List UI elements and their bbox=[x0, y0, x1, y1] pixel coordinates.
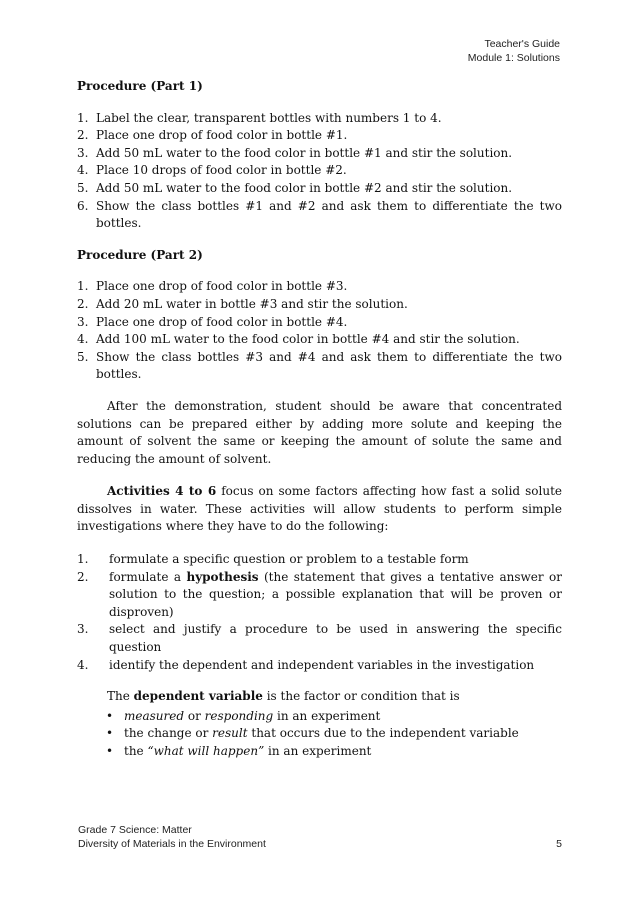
demonstration-paragraph: After the demonstration, student should be aware that concentrated solutions can be prepared either by adding more solute and keeping the amount of solvent the same or keeping the amount of solute the same and reducing the amount of solvent. bbox=[77, 398, 562, 466]
item-number: 1. bbox=[77, 552, 89, 567]
step-number: 4. bbox=[77, 332, 89, 347]
step-text: Place one drop of food color in bottle #3. bbox=[96, 279, 348, 294]
step-text: Add 20 mL water in bottle #3 and stir the solution. bbox=[96, 296, 408, 311]
header-guide-title: Teacher's Guide bbox=[484, 38, 560, 50]
hypothesis-term: hypothesis bbox=[186, 569, 259, 584]
step-text: Show the class bottles #1 and #2 and ask them to differentiate the two bottles. bbox=[96, 198, 562, 231]
item-text: formulate a specific question or problem to a testable form bbox=[109, 552, 469, 567]
bullet-text: that occurs due to the independent variable bbox=[247, 726, 519, 741]
procedure-step bbox=[77, 278, 562, 296]
skills-list bbox=[77, 551, 562, 674]
skills-list-item bbox=[77, 657, 562, 675]
activities-text: focus on some factors affecting how fast a solid solute dissolves in water. These activities will allow students to perform simple investigations where they have to do the following: bbox=[77, 484, 562, 534]
bullet-icon: • bbox=[106, 744, 114, 758]
page-footer bbox=[78, 823, 562, 851]
procedure-part2-heading: Procedure (Part 2) bbox=[77, 247, 203, 262]
procedure-step bbox=[77, 296, 562, 314]
italic-term: measured bbox=[124, 708, 185, 723]
procedure-step bbox=[77, 198, 562, 233]
definition-text: The bbox=[107, 689, 134, 704]
item-number: 2. bbox=[77, 569, 89, 584]
step-number: 2. bbox=[77, 128, 89, 143]
procedure-step bbox=[77, 331, 562, 349]
item-number: 3. bbox=[77, 622, 89, 637]
step-text: Add 100 mL water to the food color in bottle #4 and stir the solution. bbox=[96, 332, 520, 347]
step-number: 3. bbox=[77, 145, 89, 160]
step-number: 1. bbox=[77, 110, 89, 125]
dependent-variable-bullets bbox=[77, 708, 562, 761]
step-text: Place one drop of food color in bottle #1. bbox=[96, 128, 348, 143]
bullet-text: or bbox=[184, 708, 205, 723]
bullet-text: in an experiment bbox=[264, 744, 372, 758]
bullet-item bbox=[106, 725, 562, 743]
footer-grade-subject: Grade 7 Science: Matter bbox=[78, 824, 192, 836]
step-text: Show the class bottles #3 and #4 and ask them to differentiate the two bottles. bbox=[96, 349, 562, 382]
dependent-variable-term: dependent variable bbox=[133, 689, 263, 704]
italic-term: result bbox=[212, 726, 248, 741]
item-text: select and justify a procedure to be used in answering the specific question bbox=[109, 622, 562, 655]
skills-list-item bbox=[77, 551, 562, 569]
footer-unit-title: Diversity of Materials in the Environment bbox=[78, 838, 266, 850]
activities-paragraph bbox=[77, 483, 562, 536]
step-number: 3. bbox=[77, 314, 89, 329]
step-number: 1. bbox=[77, 279, 89, 294]
procedure-step bbox=[77, 314, 562, 332]
procedure-step bbox=[77, 349, 562, 384]
procedure-step bbox=[77, 145, 562, 163]
step-text: Add 50 mL water to the food color in bottle #2 and stir the solution. bbox=[96, 180, 513, 195]
procedure-part1-heading: Procedure (Part 1) bbox=[77, 79, 203, 93]
bullet-text: in an experiment bbox=[273, 708, 381, 723]
skills-list-item bbox=[77, 621, 562, 656]
item-text: identify the dependent and independent variables in the investigation bbox=[109, 657, 535, 672]
step-text: Place one drop of food color in bottle #4. bbox=[96, 314, 348, 329]
skills-list-item bbox=[77, 569, 562, 622]
italic-term: responding bbox=[204, 708, 274, 723]
procedure-step bbox=[77, 162, 562, 180]
step-number: 5. bbox=[77, 180, 89, 195]
page-number: 5 bbox=[556, 838, 562, 850]
step-number: 5. bbox=[77, 349, 89, 364]
italic-term: “what will happen” bbox=[147, 744, 265, 758]
header-module-title: Module 1: Solutions bbox=[467, 52, 560, 64]
definition-text: is the factor or condition that is bbox=[262, 689, 460, 704]
item-text: (the statement that gives a tentative answer or solution to the question; a possible explanation that will be proven or disproven) bbox=[109, 569, 562, 619]
bullet-icon: • bbox=[106, 708, 114, 723]
item-text: formulate a bbox=[109, 569, 187, 584]
bullet-item bbox=[106, 708, 562, 726]
step-number: 6. bbox=[77, 198, 89, 213]
bullet-item bbox=[106, 743, 562, 761]
dependent-variable-definition bbox=[107, 688, 562, 706]
step-text: Label the clear, transparent bottles with numbers 1 to 4. bbox=[96, 110, 442, 125]
procedure-part2-list bbox=[77, 278, 562, 384]
page-header bbox=[468, 37, 560, 65]
procedure-step bbox=[77, 180, 562, 198]
step-text: Add 50 mL water to the food color in bottle #1 and stir the solution. bbox=[96, 145, 513, 160]
procedure-part1-list bbox=[77, 110, 562, 233]
activities-bold-text: Activities 4 to 6 bbox=[107, 484, 217, 499]
step-number: 4. bbox=[77, 163, 89, 178]
procedure-step bbox=[77, 110, 562, 128]
step-number: 2. bbox=[77, 296, 89, 311]
procedure-step bbox=[77, 127, 562, 145]
step-text: Place 10 drops of food color in bottle #2. bbox=[96, 163, 347, 178]
bullet-icon: • bbox=[106, 726, 114, 741]
page-content bbox=[77, 78, 562, 761]
bullet-text: the bbox=[124, 744, 148, 758]
item-number: 4. bbox=[77, 657, 89, 672]
bullet-text: the change or bbox=[124, 726, 213, 741]
